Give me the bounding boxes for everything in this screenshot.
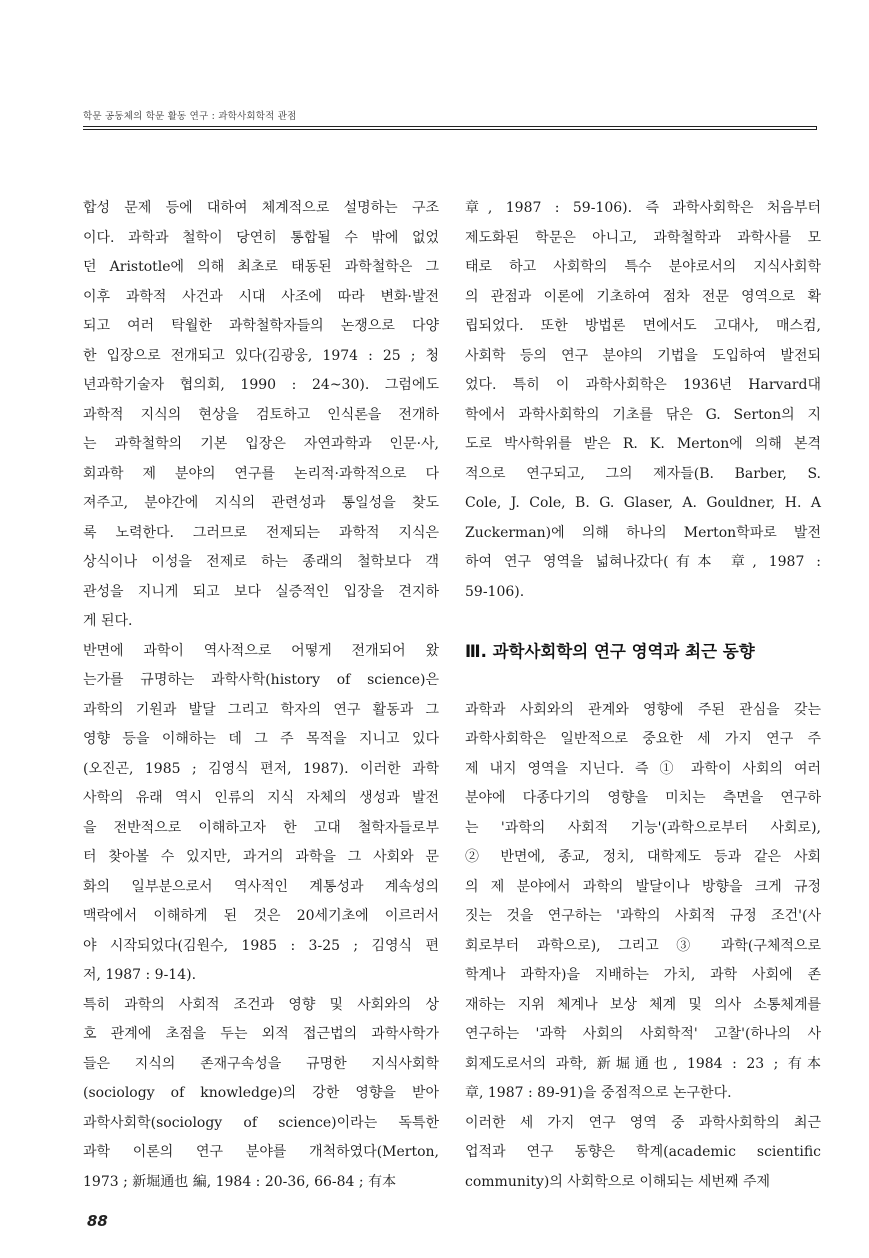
text-line: 는 '과학의 사회적 기능'(과학으로부터 사회로),	[465, 819, 821, 836]
text-line: 도로 박사학위를 받은 R. K. Merton에 의해 본격	[465, 436, 821, 452]
text-line: 짓는 것을 연구하는 '과학의 사회적 규정 조건'(사	[465, 908, 821, 924]
right-column-body-top	[465, 194, 821, 607]
text-line: 연구하는 '과학 사회의 사회학적' 고찰'(하나의 사	[465, 1026, 821, 1042]
text-line: 하여 연구 영역을 넓혀나갔다(有本 章, 1987 :	[465, 554, 821, 570]
text-line: 사회학 등의 연구 분야의 기법을 도입하여 발전되	[465, 347, 821, 364]
text-line: 반면에 과학이 역사적으로 어떻게 전개되어 왔	[83, 642, 439, 659]
text-line: 이후 과학적 사건과 시대 사조에 따라 변화·발전	[83, 288, 439, 305]
text-line: 章, 1987 : 89-91)을 중점적으로 논구한다.	[465, 1085, 732, 1101]
text-line: 의 제 분야에서 과학의 발달이나 방향을 크게 규정	[465, 878, 821, 895]
text-line: 는가를 규명하는 과학사학(history of science)은	[83, 672, 439, 688]
text-line: 업적과 연구 동향은 학계(academic scientific	[465, 1144, 821, 1160]
text-line: 저, 1987 : 9-14).	[83, 967, 197, 983]
text-line: 태로 하고 사회학의 특수 분야로서의 지식사회학	[465, 259, 821, 275]
section-gap-bottom	[465, 666, 821, 696]
text-line: 한 입장으로 전개되고 있다(김광웅, 1974 : 25 ; 청	[83, 347, 439, 364]
section-heading: Ⅲ. 과학사회학의 연구 영역과 최근 동향	[465, 641, 755, 661]
text-line: 과학의 기원과 발달 그리고 학자의 연구 활동과 그	[83, 701, 439, 718]
left-column	[83, 194, 439, 1197]
text-line: 합성 문제 등에 대하여 체계적으로 설명하는 구조	[83, 200, 439, 216]
text-line: 영향 등을 이해하는 데 그 주 목적을 지니고 있다	[83, 731, 439, 747]
text-line: 립되었다. 또한 방법론 면에서도 고대사, 매스컴,	[465, 318, 821, 334]
text-line: 학에서 과학사회학의 기초를 닦은 G. Serton의 지	[465, 406, 821, 423]
text-line: 년과학기술자 협의회, 1990 : 24~30). 그럼에도	[83, 377, 439, 393]
text-line: 져주고, 분야간에 지식의 관련성과 통일성을 찾도	[83, 495, 439, 511]
page-number: 88	[87, 1212, 108, 1230]
text-line: 되고 여러 탁월한 과학철학자들의 논쟁으로 다양	[83, 318, 439, 334]
text-line: 과학사회학(sociology of science)이라는 독특한	[83, 1114, 439, 1131]
text-line: 터 찾아볼 수 있지만, 과거의 과학을 그 사회와 문	[83, 849, 439, 865]
text-line: 특히 과학의 사회적 조건과 영향 및 사회와의 상	[83, 996, 439, 1013]
text-line: 들은 지식의 존재구속성을 규명한 지식사회학	[83, 1055, 439, 1072]
text-line: 호 관계에 초점을 두는 외적 접근법의 과학사학가	[83, 1026, 439, 1042]
text-line: (오진곤, 1985 ; 김영식 편저, 1987). 이러한 과학	[83, 760, 439, 777]
text-line: 었다. 특히 이 과학사회학은 1936년 Harvard대	[465, 377, 821, 393]
text-line: 의 관점과 이론에 기초하여 점차 전문 영역으로 확	[465, 288, 821, 305]
text-line: 회과학 제 분야의 연구를 논리적·과학적으로 다	[83, 465, 439, 482]
text-line: 록 노력한다. 그러므로 전제되는 과학적 지식은	[83, 524, 439, 541]
text-line: 재하는 지위 체계나 보상 체계 및 의사 소통체계를	[465, 996, 821, 1013]
text-line: 는 과학철학의 기본 입장은 자연과학과 인문·사,	[83, 436, 439, 452]
right-column-body-bottom	[465, 696, 821, 1198]
text-line: 회제도로서의 과학, 新堀通也, 1984 : 23 ; 有本	[465, 1055, 821, 1072]
text-line: 이러한 세 가지 연구 영역 중 과학사회학의 최근	[465, 1114, 821, 1131]
text-line: Cole, J. Cole, B. G. Glaser, A. Gouldner, H. A	[465, 495, 821, 511]
text-line: 과학사회학은 일반적으로 중요한 세 가지 연구 주	[465, 731, 821, 747]
text-line: community)의 사회학으로 이해되는 세번째 주제	[465, 1173, 770, 1190]
text-line: ② 반면에, 종교, 정치, 대학제도 등과 같은 사회	[465, 849, 821, 865]
text-line: 야 시작되었다(김원수, 1985 : 3-25 ; 김영식 편	[83, 937, 439, 954]
text-line: 章, 1987 : 59-106). 즉 과학사회학은 처음부터	[465, 200, 821, 216]
text-line: 분야에 다종다기의 영향을 미치는 측면을 연구하	[465, 790, 821, 806]
text-line: 화의 일부분으로서 역사적인 계통성과 계속성의	[83, 878, 439, 895]
text-line: 제도화된 학문은 아니고, 과학철학과 과학사를 모	[465, 229, 821, 246]
text-line: 회로부터 과학으로), 그리고 ③ 과학(구체적으로	[465, 937, 821, 954]
text-line: 학계나 과학자)을 지배하는 가치, 과학 사회에 존	[465, 967, 821, 983]
text-line: 이다. 과학과 철학이 당연히 통합될 수 밖에 없었	[83, 229, 439, 246]
text-line: Zuckerman)에 의해 하나의 Merton학파로 발전	[465, 524, 821, 541]
header-rule	[83, 126, 817, 130]
text-line: 제 내지 영역을 지닌다. 즉 ① 과학이 사회의 여러	[465, 760, 821, 777]
right-column	[465, 194, 821, 1197]
text-line: 맥락에서 이해하게 된 것은 20세기초에 이르러서	[83, 908, 439, 924]
text-line: 게 된다.	[83, 613, 133, 629]
text-line: 과학적 지식의 현상을 검토하고 인식론을 전개하	[83, 406, 439, 423]
text-line: 1973 ; 新堀通也 編, 1984 : 20-36, 66-84 ; 有本	[83, 1173, 397, 1190]
text-line: (sociology of knowledge)의 강한 영향을 받아	[83, 1085, 439, 1101]
text-line: 과학과 사회와의 관계와 영향에 주된 관심을 갖는	[465, 701, 821, 718]
text-line: 사학의 유래 역시 인류의 지식 자체의 생성과 발전	[83, 790, 439, 806]
section-gap-top	[465, 607, 821, 637]
text-line: 관성을 지니게 되고 보다 실증적인 입장을 견지하	[83, 583, 439, 600]
text-line: 던 Aristotle에 의해 최초로 태동된 과학철학은 그	[83, 259, 439, 275]
text-line: 을 전반적으로 이해하고자 한 고대 철학자들로부	[83, 819, 439, 836]
text-line: 59-106).	[465, 583, 525, 600]
text-line: 적으로 연구되고, 그의 제자들(B. Barber, S.	[465, 465, 821, 482]
text-line: 과학 이론의 연구 분야를 개척하였다(Merton,	[83, 1144, 439, 1160]
text-line: 상식이나 이성을 전제로 하는 종래의 철학보다 객	[83, 554, 439, 570]
running-header: 학문 공동체의 학문 활동 연구 : 과학사회학적 관점	[83, 111, 297, 122]
